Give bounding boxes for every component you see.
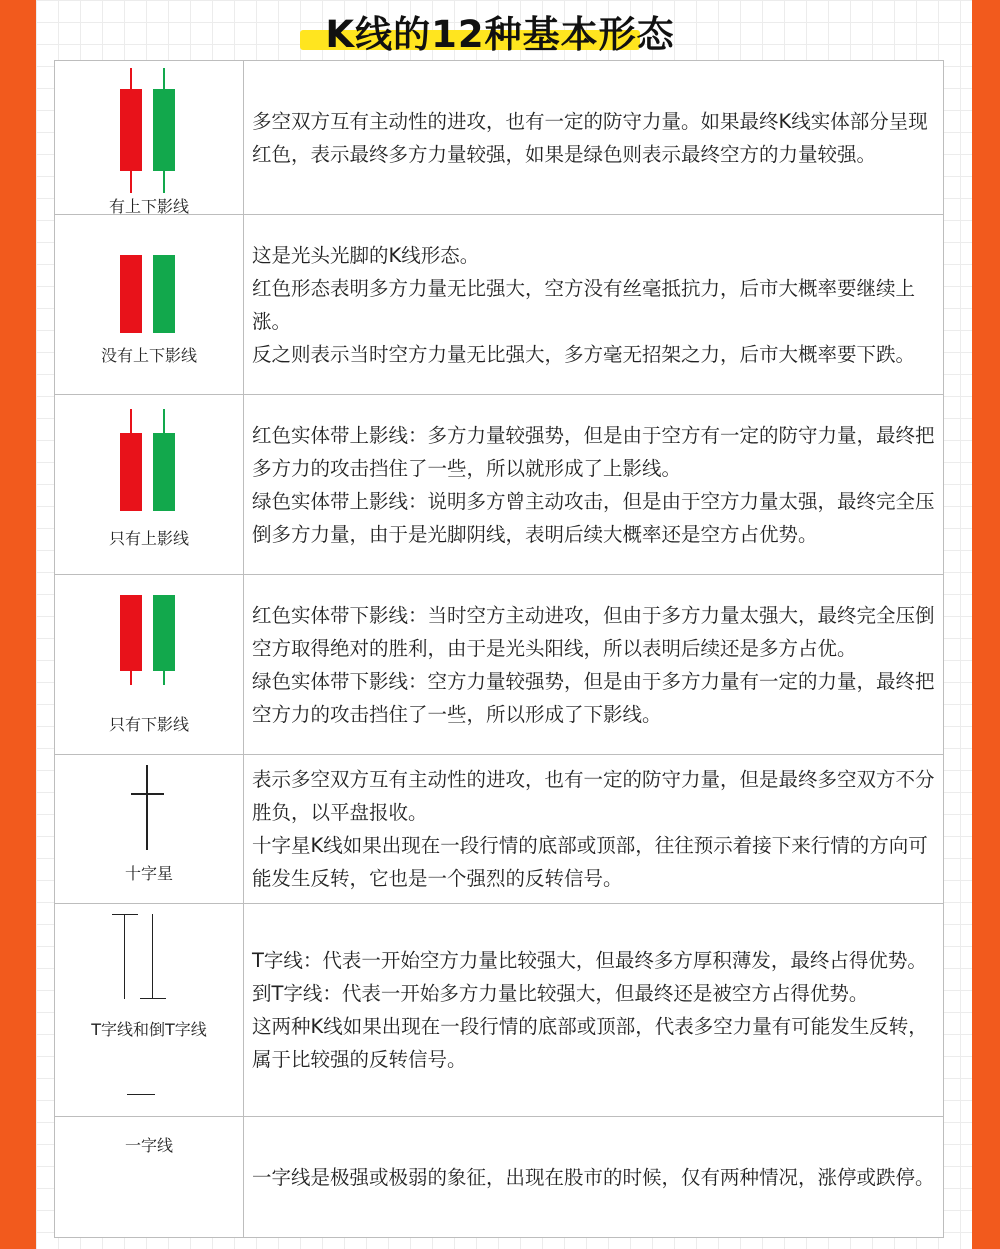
row-caption: 一字线 (124, 1136, 173, 1155)
doji-horizontal-line (131, 793, 164, 795)
table-row (55, 395, 944, 575)
description-line: 表示多空双方互有主动性的进攻，也有一定的防守力量，但是最终多空双方不分胜负，以平盘报收。 (252, 768, 935, 824)
inverted-t-stem (152, 914, 153, 999)
description-cell (244, 904, 944, 1117)
description-line: 一字线是极强或极弱的象征，出现在股市的时候，仅有两种情况，涨停或跌停。 (252, 1165, 935, 1189)
figure-cell (55, 61, 244, 215)
description-line: T字线：代表一开始空方力量比较强大，但最终多方厚积薄发，最终占得优势。 (252, 949, 927, 972)
red-body (120, 89, 142, 171)
description-cell (244, 395, 944, 575)
row-caption: 没有上下影线 (100, 346, 197, 365)
table-row (55, 575, 944, 755)
row-caption: 只有下影线 (108, 715, 189, 734)
row-caption: 十字星 (124, 864, 173, 883)
t-line-stem (124, 914, 125, 999)
green-candle-no-shadow (153, 255, 175, 333)
table-row (55, 904, 944, 1117)
description-line: 红色实体带上影线：多方力量较强势，但是由于空方有一定的防守力量，最终把多方力的攻击挡住了一些，所以就形成了上影线。 (252, 423, 935, 480)
table-row (55, 1117, 944, 1238)
figure-cell (55, 215, 244, 395)
figure-cell (55, 904, 244, 1117)
description-cell (244, 1117, 944, 1238)
candlestick-table (54, 60, 944, 1238)
description-line: 这是光头光脚的K线形态。 (252, 243, 480, 267)
row-caption: 只有上影线 (108, 529, 189, 548)
inverted-t-bottom-bar (140, 998, 166, 999)
description-line: 红色实体带下影线：当时空方主动进攻，但由于多方力量太强大，最终完全压倒空方取得绝对的胜利，由于是光头阳线，所以表明后续还是多方占优。 (252, 603, 935, 660)
description-line: 这两种K线如果出现在一段行情的底部或顶部，代表多空力量有可能发生反转，属于比较强的反转信号。 (252, 1015, 928, 1071)
description-cell (244, 755, 944, 904)
row-caption: T字线和倒T字线 (91, 1020, 207, 1039)
red-candle-no-shadow (120, 255, 142, 333)
red-candle-upper-shadow (120, 433, 142, 511)
description-cell (244, 575, 944, 755)
table-row (55, 61, 944, 215)
t-line-top-bar (112, 914, 138, 915)
red-candle-lower-shadow (120, 595, 142, 671)
left-orange-border (0, 0, 36, 1249)
figure-cell (55, 1117, 244, 1238)
description-line: 十字星K线如果出现在一段行情的底部或顶部，往往预示着接下来行情的方向可能发生反转，它也是一个强烈的反转信号。 (252, 834, 928, 890)
description-line: 绿色实体带上影线：说明多方曾主动攻击，但是由于空方力量太强，最终完全压倒多方力量，由于是光脚阴线，表明后续大概率还是空方占优势。 (252, 489, 935, 546)
page-title: K线的12种基本形态 (325, 13, 675, 56)
doji-vertical-line (146, 765, 148, 850)
description-line: 反之则表示当时空方力量无比强大，多方毫无招架之力，后市大概率要下跌。 (252, 342, 916, 366)
green-candle-lower-shadow (153, 595, 175, 671)
table-row (55, 755, 944, 904)
figure-cell (55, 575, 244, 755)
description-cell (244, 61, 944, 215)
description-line: 红色形态表明多方力量无比强大，空方没有丝毫抵抗力，后市大概率要继续上涨。 (252, 276, 916, 333)
green-candle-upper-shadow (153, 433, 175, 511)
flat-line-symbol (127, 1094, 155, 1095)
description-line: 到T字线：代表一开始多方力量比较强大，但最终还是被空方占得优势。 (252, 982, 869, 1005)
description-line: 绿色实体带下影线：空方力量较强势，但是由于多方力量有一定的力量，最终把空方力的攻击挡住了一些，所以形成了下影线。 (252, 669, 935, 726)
green-body (153, 89, 175, 171)
description-line: 多空双方互有主动性的进攻，也有一定的防守力量。如果最终K线实体部分呈现红色，表示最终多方力量较强，如果是绿色则表示最终空方的力量较强。 (252, 109, 928, 166)
row-caption: 有上下影线 (108, 197, 189, 216)
table-row (55, 215, 944, 395)
figure-cell (55, 395, 244, 575)
figure-cell (55, 755, 244, 904)
right-orange-border (972, 0, 1000, 1249)
title-area (0, 0, 1000, 60)
description-cell (244, 215, 944, 395)
